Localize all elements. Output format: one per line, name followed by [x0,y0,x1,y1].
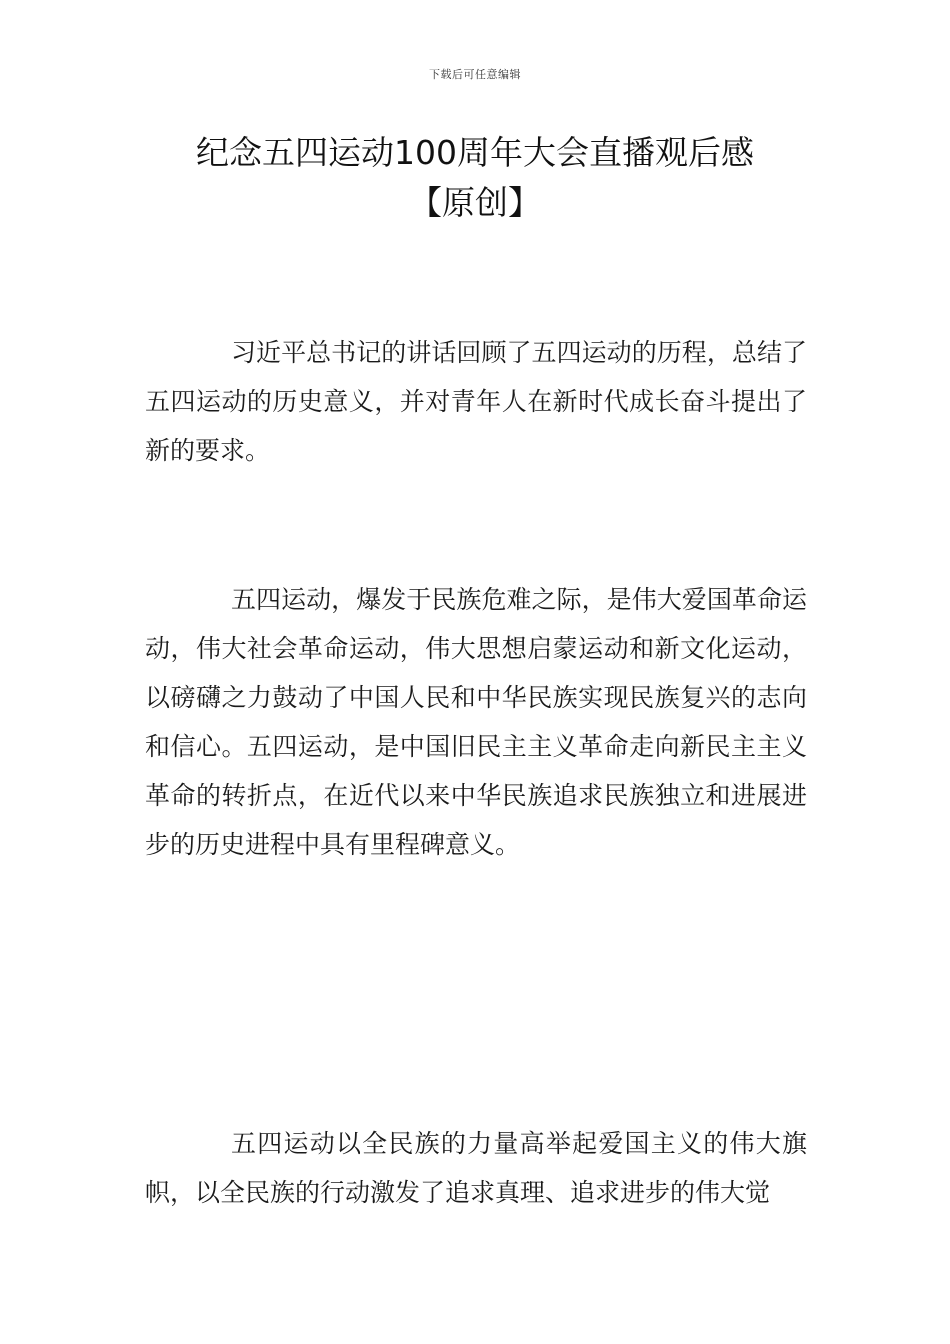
document-title [0,128,950,228]
paragraph-3: 五四运动以全民族的力量高举起爱国主义的伟大旗帜，以全民族的行动激发了追求真理、追求进步的伟大觉 [145,1129,807,1207]
paragraph-2: 五四运动，爆发于民族危难之际，是伟大爱国革命运动，伟大社会革命运动，伟大思想启蒙运动和新文化运动，以磅礴之力鼓动了中国人民和中华民族实现民族复兴的志向和信心。五四运动，是中国旧民主主义革命走向新民主主义革命的转折点，在近代以来中华民族追求民族独立和进展进步的历史进程中具有里程碑意义。 [145,585,807,859]
header-note: 下载后可任意编辑 [429,68,521,81]
title-line-main: 纪念五四运动100周年大会直播观后感 [196,133,754,172]
paragraph-1: 习近平总书记的讲话回顾了五四运动的历程，总结了五四运动的历史意义，并对青年人在新时代成长奋斗提出了新的要求。 [145,338,807,465]
title-line-tag: 【原创】 [409,183,541,222]
